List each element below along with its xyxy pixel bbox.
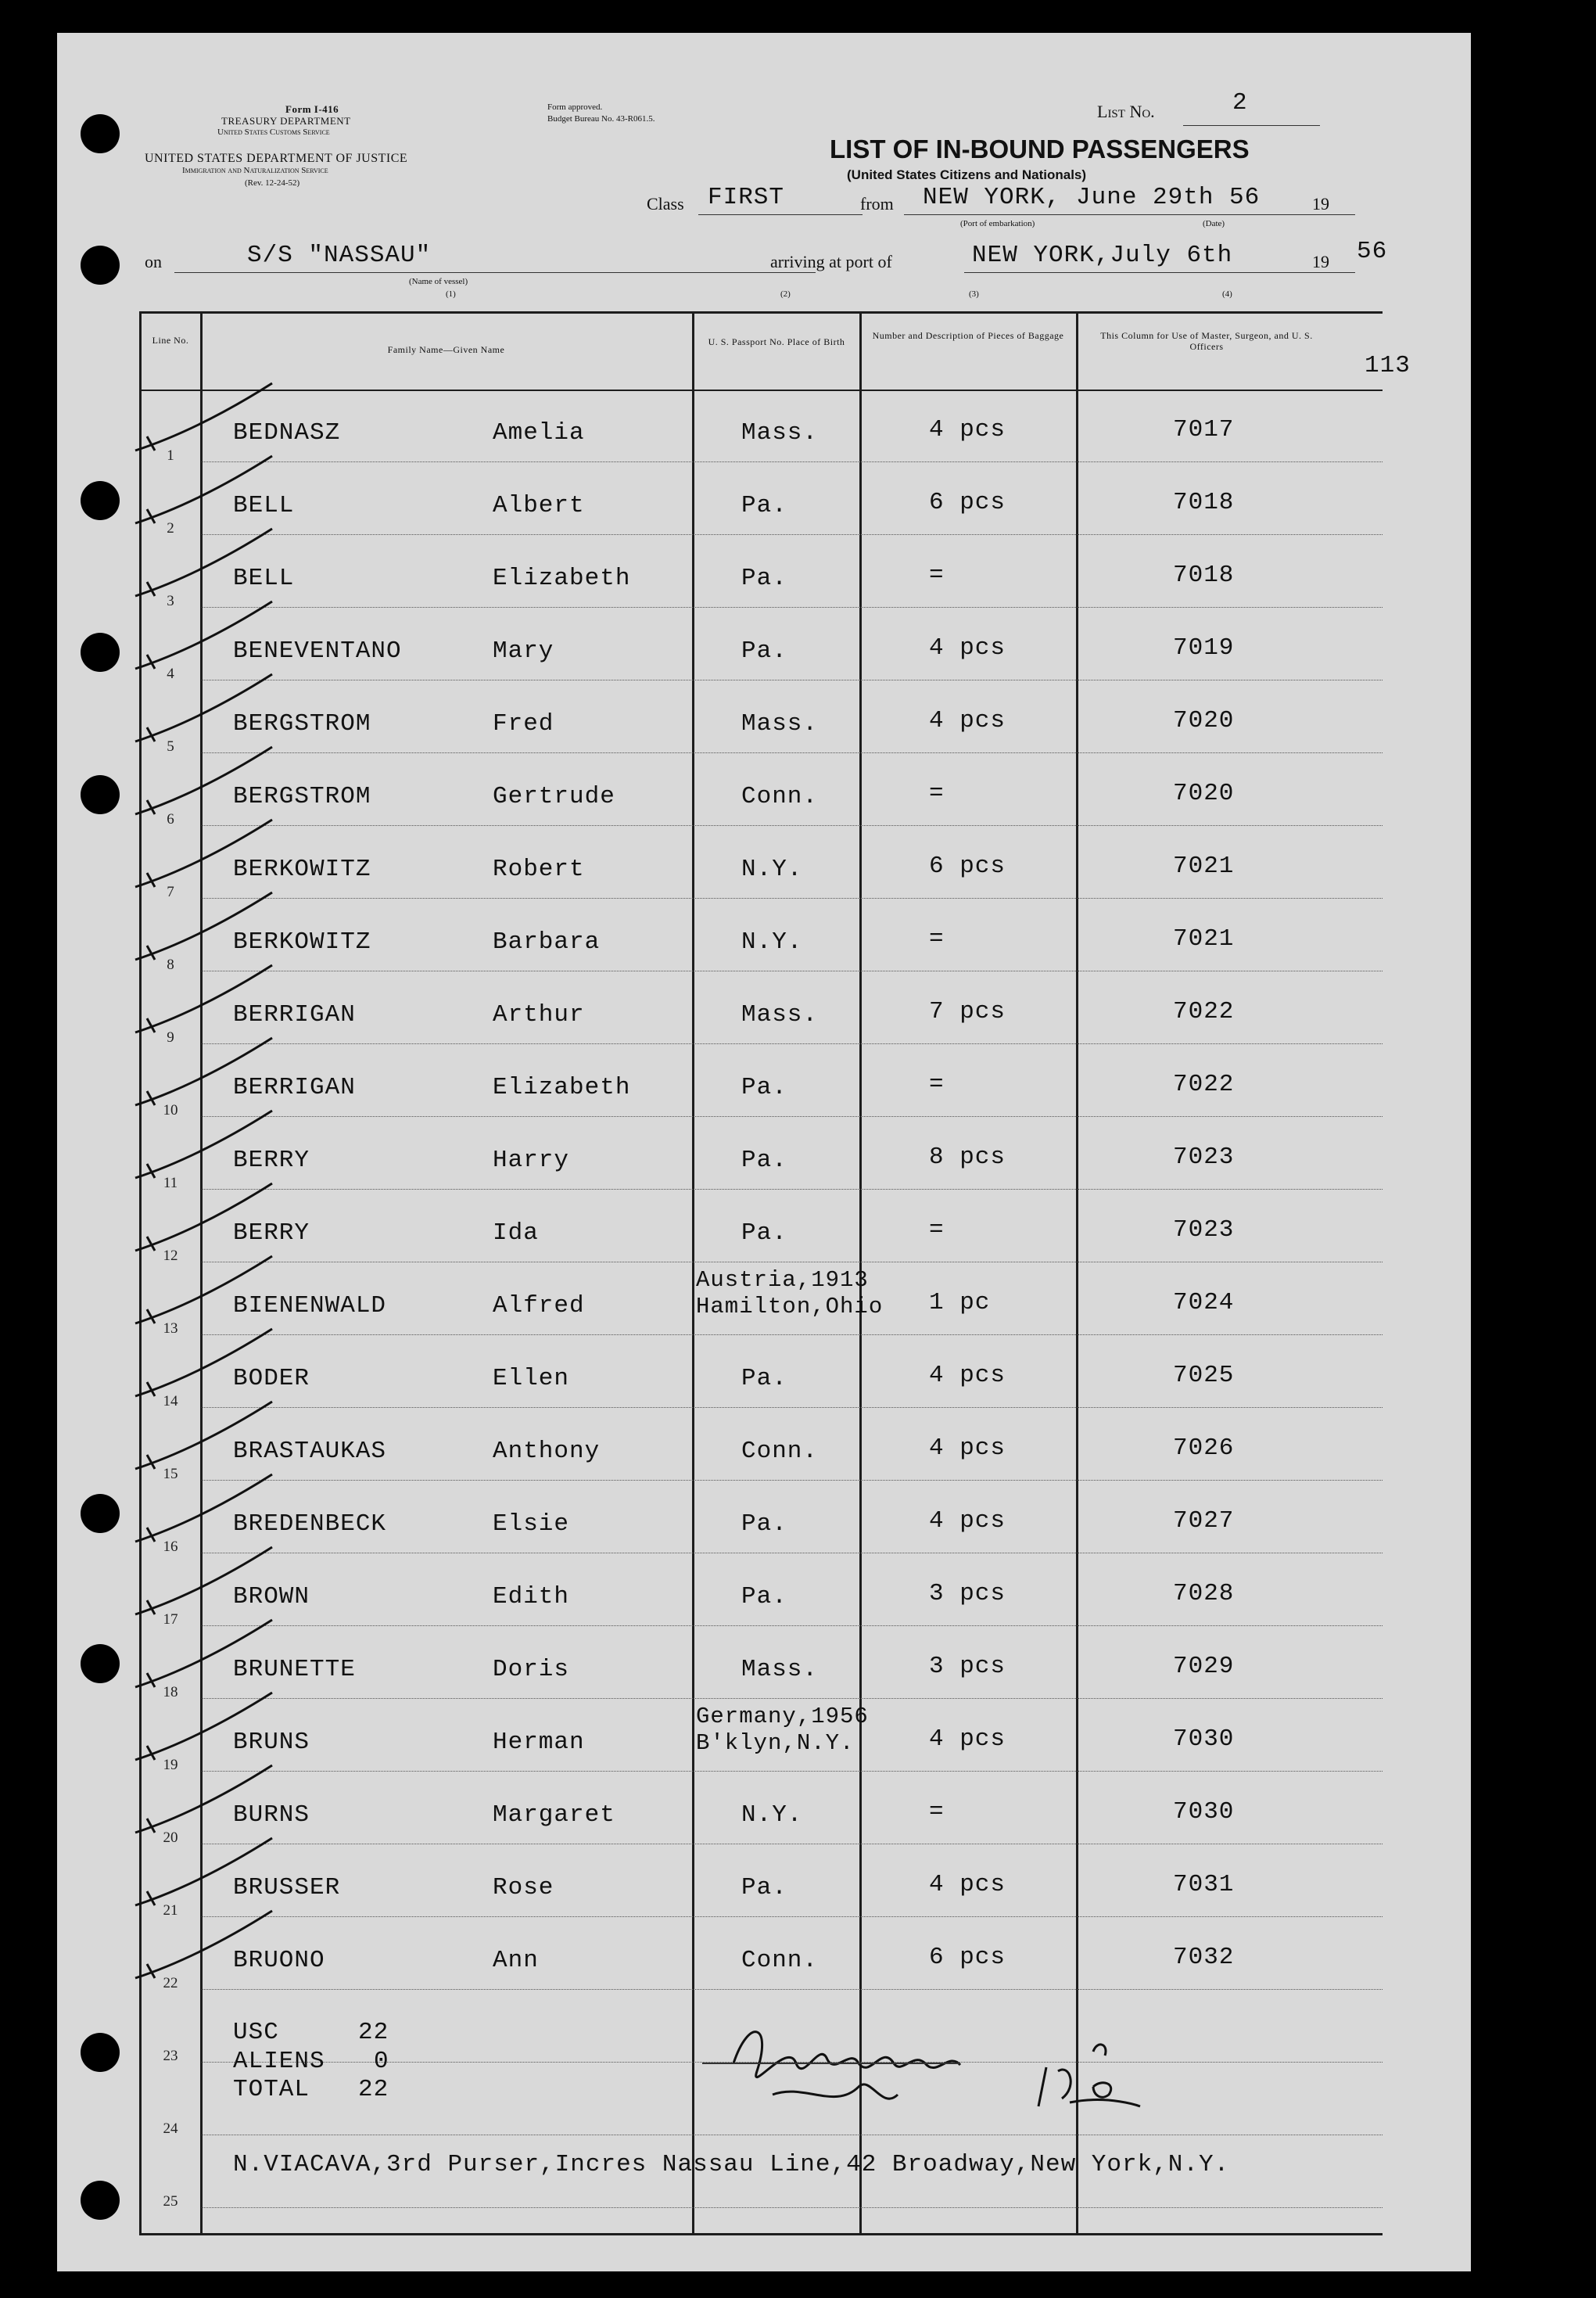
table-row bbox=[139, 608, 1383, 680]
officer-code: 7028 bbox=[1173, 1580, 1235, 1607]
port-embarkation-caption: (Port of embarkation) bbox=[960, 219, 1035, 228]
family-name: BRUNETTE bbox=[233, 1656, 356, 1683]
table-row bbox=[139, 1699, 1383, 1772]
table-row bbox=[139, 899, 1383, 971]
family-name: BERRIGAN bbox=[233, 1074, 356, 1101]
officer-code: 7032 bbox=[1173, 1944, 1235, 1971]
list-no-label: List No. bbox=[1097, 102, 1155, 121]
budget-bureau: Budget Bureau No. 43-R061.5. bbox=[547, 114, 655, 124]
place-of-birth: N.Y. bbox=[741, 1801, 803, 1829]
officer-code: 7022 bbox=[1173, 1071, 1235, 1098]
family-name: BRUONO bbox=[233, 1947, 325, 1974]
table-row bbox=[139, 1335, 1383, 1408]
table-row bbox=[139, 1481, 1383, 1553]
place-of-birth: Conn. bbox=[741, 783, 819, 810]
list-no-value: 2 bbox=[1232, 89, 1248, 117]
ins-label: Immigration and Naturalization Service bbox=[182, 166, 328, 175]
table-row bbox=[139, 1626, 1383, 1699]
officer-code: 7030 bbox=[1173, 1725, 1235, 1753]
family-name: BODER bbox=[233, 1365, 310, 1392]
header-baggage: Number and Description of Pieces of Baggage bbox=[872, 330, 1064, 341]
baggage: 4 pcs bbox=[929, 1507, 1006, 1535]
baggage: 8 pcs bbox=[929, 1144, 1006, 1171]
place-of-birth: Mass. bbox=[741, 1656, 819, 1683]
baggage: = bbox=[929, 925, 945, 953]
baggage: 1 pc bbox=[929, 1289, 991, 1316]
place-of-birth: Austria,1913 bbox=[696, 1267, 869, 1293]
line-number: 22 bbox=[163, 1975, 178, 1991]
place-of-birth: Pa. bbox=[741, 1074, 787, 1101]
table-row bbox=[139, 680, 1383, 753]
checkmark-icon bbox=[131, 964, 280, 1042]
given-name: Harry bbox=[493, 1147, 570, 1174]
baggage: 4 pcs bbox=[929, 1362, 1006, 1389]
given-name: Anthony bbox=[493, 1438, 601, 1465]
family-name: BRUNS bbox=[233, 1729, 310, 1756]
family-name: BROWN bbox=[233, 1583, 310, 1610]
given-name: Arthur bbox=[493, 1001, 585, 1029]
header-line-no: Line No. bbox=[152, 335, 189, 346]
officer-code: 7031 bbox=[1173, 1871, 1235, 1898]
baggage: 4 pcs bbox=[929, 634, 1006, 662]
usc-count: 22 bbox=[358, 2019, 389, 2046]
checkmark-icon bbox=[131, 745, 280, 824]
baggage: = bbox=[929, 1071, 945, 1098]
place-of-birth: Mass. bbox=[741, 710, 819, 738]
family-name: BERKOWITZ bbox=[233, 856, 371, 883]
given-name: Edith bbox=[493, 1583, 570, 1610]
line-number: 13 bbox=[163, 1320, 178, 1337]
table-row bbox=[139, 971, 1383, 1044]
aliens-count: 0 bbox=[374, 2048, 389, 2075]
officer-code: 7021 bbox=[1173, 853, 1235, 880]
header-officers: This Column for Use of Master, Surgeon, and U. S. Officers bbox=[1100, 330, 1313, 352]
usc-label: USC bbox=[233, 2019, 279, 2046]
checkmark-icon bbox=[131, 1327, 280, 1406]
baggage: 3 pcs bbox=[929, 1653, 1006, 1680]
officer-code: 7023 bbox=[1173, 1144, 1235, 1171]
binder-hole bbox=[81, 2033, 120, 2072]
checkmark-icon bbox=[131, 1109, 280, 1187]
treasury-label: TREASURY DEPARTMENT bbox=[221, 115, 351, 127]
checkmark-icon bbox=[131, 1837, 280, 1915]
year-prefix: 19 bbox=[1312, 194, 1329, 214]
officer-code: 7020 bbox=[1173, 780, 1235, 807]
checkmark-icon bbox=[131, 1182, 280, 1260]
baggage: 4 pcs bbox=[929, 1725, 1006, 1753]
officer-signature bbox=[702, 2009, 1210, 2126]
family-name: BERRIGAN bbox=[233, 1001, 356, 1029]
baggage: 4 pcs bbox=[929, 1871, 1006, 1898]
line-number: 10 bbox=[163, 1102, 178, 1118]
family-name: BERRY bbox=[233, 1219, 310, 1247]
col4-no: (4) bbox=[1222, 289, 1232, 299]
officer-code: 7020 bbox=[1173, 707, 1235, 734]
arrival-value: NEW YORK,July 6th bbox=[972, 242, 1233, 269]
class-value: FIRST bbox=[708, 184, 785, 211]
binder-hole bbox=[81, 2181, 120, 2220]
col3-no: (3) bbox=[969, 289, 979, 299]
family-name: BERRY bbox=[233, 1147, 310, 1174]
revision-label: (Rev. 12-24-52) bbox=[245, 178, 300, 188]
passenger-table bbox=[139, 311, 1383, 2235]
line-number: 9 bbox=[167, 1029, 174, 1046]
year-prefix: 19 bbox=[1312, 252, 1329, 271]
baggage: 6 pcs bbox=[929, 853, 1006, 880]
place-of-birth: Mass. bbox=[741, 1001, 819, 1029]
table-row bbox=[139, 1917, 1383, 1990]
binder-hole bbox=[81, 1494, 120, 1533]
arriving-label: arriving at port of bbox=[770, 252, 892, 271]
line-number: 3 bbox=[167, 593, 174, 609]
place-of-birth: Pa. bbox=[741, 1219, 787, 1247]
checkmark-icon bbox=[131, 818, 280, 896]
place-of-birth: Pa. bbox=[741, 492, 787, 519]
family-name: BRASTAUKAS bbox=[233, 1438, 387, 1465]
place-of-birth-city: B'klyn,N.Y. bbox=[696, 1730, 855, 1756]
baggage: 3 pcs bbox=[929, 1580, 1006, 1607]
place-of-birth: Pa. bbox=[741, 637, 787, 665]
checkmark-icon bbox=[131, 1764, 280, 1842]
line-number: 16 bbox=[163, 1539, 178, 1555]
table-row bbox=[139, 535, 1383, 608]
officer-code: 7029 bbox=[1173, 1653, 1235, 1680]
given-name: Ellen bbox=[493, 1365, 570, 1392]
place-of-birth: Conn. bbox=[741, 1947, 819, 1974]
line-number: 14 bbox=[163, 1393, 178, 1409]
family-name: BENEVENTANO bbox=[233, 637, 402, 665]
checkmark-icon bbox=[131, 673, 280, 751]
officer-code: 7018 bbox=[1173, 489, 1235, 516]
given-name: Doris bbox=[493, 1656, 570, 1683]
given-name: Alfred bbox=[493, 1292, 585, 1320]
line-number: 5 bbox=[167, 738, 174, 755]
line-number: 8 bbox=[167, 957, 174, 973]
officer-code: 7021 bbox=[1173, 925, 1235, 953]
officer-code: 7025 bbox=[1173, 1362, 1235, 1389]
line-number: 20 bbox=[163, 1829, 178, 1846]
officer-code: 7022 bbox=[1173, 998, 1235, 1025]
given-name: Albert bbox=[493, 492, 585, 519]
binder-hole bbox=[81, 114, 120, 153]
table-row bbox=[139, 753, 1383, 826]
purser-line: N.VIACAVA,3rd Purser,Incres Nassau Line,42 Broadway,New York,N.Y. bbox=[233, 2151, 1230, 2178]
baggage: = bbox=[929, 562, 945, 589]
line-number: 11 bbox=[163, 1175, 178, 1191]
checkmark-icon bbox=[131, 891, 280, 969]
place-of-birth: Mass. bbox=[741, 419, 819, 447]
binder-hole bbox=[81, 246, 120, 285]
place-of-birth: Pa. bbox=[741, 1510, 787, 1538]
officer-code: 7017 bbox=[1173, 416, 1235, 443]
place-of-birth: Conn. bbox=[741, 1438, 819, 1465]
family-name: BERGSTROM bbox=[233, 783, 371, 810]
checkmark-icon bbox=[131, 1473, 280, 1551]
date-caption: (Date) bbox=[1203, 219, 1225, 228]
checkmark-icon bbox=[131, 1909, 280, 1987]
officer-code: 7023 bbox=[1173, 1216, 1235, 1244]
document-title: LIST OF IN-BOUND PASSENGERS bbox=[830, 135, 1250, 163]
line-number: 21 bbox=[163, 1902, 178, 1919]
on-label: on bbox=[145, 252, 162, 271]
line-number: 1 bbox=[167, 447, 174, 464]
given-name: Ida bbox=[493, 1219, 539, 1247]
checkmark-icon bbox=[131, 600, 280, 678]
baggage: 4 pcs bbox=[929, 416, 1006, 443]
family-name: BREDENBECK bbox=[233, 1510, 387, 1538]
line-number: 2 bbox=[167, 520, 174, 537]
checkmark-icon bbox=[131, 382, 280, 460]
place-of-birth: Pa. bbox=[741, 1365, 787, 1392]
given-name: Robert bbox=[493, 856, 585, 883]
family-name: BEDNASZ bbox=[233, 419, 341, 447]
binder-hole bbox=[81, 1644, 120, 1683]
table-row bbox=[139, 1262, 1383, 1335]
aliens-label: ALIENS bbox=[233, 2048, 325, 2075]
officer-code: 7019 bbox=[1173, 634, 1235, 662]
table-row bbox=[139, 1772, 1383, 1844]
vessel-col-no: (1) bbox=[446, 289, 456, 299]
family-name: BRUSSER bbox=[233, 1874, 341, 1901]
baggage: 4 pcs bbox=[929, 707, 1006, 734]
table-row bbox=[139, 1844, 1383, 1917]
given-name: Rose bbox=[493, 1874, 554, 1901]
given-name: Gertrude bbox=[493, 783, 615, 810]
given-name: Margaret bbox=[493, 1801, 615, 1829]
line-number: 15 bbox=[163, 1466, 178, 1482]
officer-code: 7026 bbox=[1173, 1434, 1235, 1462]
given-name: Fred bbox=[493, 710, 554, 738]
baggage: = bbox=[929, 1216, 945, 1244]
family-name: BERKOWITZ bbox=[233, 928, 371, 956]
form-approved: Form approved. bbox=[547, 102, 603, 112]
vessel-name: S/S "NASSAU" bbox=[247, 242, 432, 269]
justice-label: UNITED STATES DEPARTMENT OF JUSTICE bbox=[145, 152, 408, 165]
header-name: Family Name—Given Name bbox=[387, 344, 505, 355]
table-row bbox=[139, 462, 1383, 535]
family-name: BIENENWALD bbox=[233, 1292, 387, 1320]
place-of-birth: Pa. bbox=[741, 1874, 787, 1901]
family-name: BERGSTROM bbox=[233, 710, 371, 738]
class-label: Class bbox=[647, 194, 684, 214]
table-row bbox=[139, 390, 1383, 462]
officer-code: 7027 bbox=[1173, 1507, 1235, 1535]
place-of-birth: N.Y. bbox=[741, 928, 803, 956]
checkmark-icon bbox=[131, 1255, 280, 1333]
line-number: 23 bbox=[163, 2048, 178, 2064]
binder-hole bbox=[81, 481, 120, 520]
family-name: BURNS bbox=[233, 1801, 310, 1829]
given-name: Herman bbox=[493, 1729, 585, 1756]
baggage: 6 pcs bbox=[929, 489, 1006, 516]
family-name: BELL bbox=[233, 565, 295, 592]
line-number: 18 bbox=[163, 1684, 178, 1700]
line-number: 6 bbox=[167, 811, 174, 828]
total-count: 22 bbox=[358, 2076, 389, 2103]
table-row bbox=[139, 1044, 1383, 1117]
place-of-birth-city: Hamilton,Ohio bbox=[696, 1294, 884, 1320]
checkmark-icon bbox=[131, 1400, 280, 1478]
given-name: Ann bbox=[493, 1947, 539, 1974]
checkmark-icon bbox=[131, 527, 280, 605]
line-number: 12 bbox=[163, 1248, 178, 1264]
table-row bbox=[139, 1190, 1383, 1262]
binder-hole bbox=[81, 633, 120, 672]
place-of-birth: Pa. bbox=[741, 1583, 787, 1610]
document-subtitle: (United States Citizens and Nationals) bbox=[847, 167, 1087, 182]
baggage: = bbox=[929, 780, 945, 807]
officer-code: 7018 bbox=[1173, 562, 1235, 589]
given-name: Elizabeth bbox=[493, 565, 631, 592]
given-name: Barbara bbox=[493, 928, 601, 956]
line-number: 19 bbox=[163, 1757, 178, 1773]
given-name: Amelia bbox=[493, 419, 585, 447]
checkmark-icon bbox=[131, 1036, 280, 1115]
given-name: Elizabeth bbox=[493, 1074, 631, 1101]
embarkation-value: NEW YORK, June 29th 56 bbox=[923, 184, 1261, 211]
officer-code: 7024 bbox=[1173, 1289, 1235, 1316]
baggage: 7 pcs bbox=[929, 998, 1006, 1025]
line-number: 4 bbox=[167, 666, 174, 682]
from-label: from bbox=[860, 194, 894, 214]
binder-hole bbox=[81, 775, 120, 814]
line-number: 24 bbox=[163, 2120, 178, 2137]
total-label: TOTAL bbox=[233, 2076, 310, 2103]
table-row bbox=[139, 1117, 1383, 1190]
checkmark-icon bbox=[131, 454, 280, 533]
table-row bbox=[139, 1553, 1383, 1626]
line-number: 17 bbox=[163, 1611, 178, 1628]
baggage: 4 pcs bbox=[929, 1434, 1006, 1462]
header-passport: U. S. Passport No. Place of Birth bbox=[708, 336, 845, 347]
place-of-birth: Pa. bbox=[741, 1147, 787, 1174]
table-row bbox=[139, 826, 1383, 899]
checkmark-icon bbox=[131, 1691, 280, 1769]
line-number: 25 bbox=[163, 2193, 178, 2210]
family-name: BELL bbox=[233, 492, 295, 519]
page-number: 113 bbox=[1365, 352, 1411, 379]
given-name: Elsie bbox=[493, 1510, 570, 1538]
given-name: Mary bbox=[493, 637, 554, 665]
table-row bbox=[139, 1408, 1383, 1481]
customs-label: United States Customs Service bbox=[217, 127, 330, 137]
officer-code: 7030 bbox=[1173, 1798, 1235, 1826]
place-of-birth: N.Y. bbox=[741, 856, 803, 883]
line-number: 7 bbox=[167, 884, 174, 900]
checkmark-icon bbox=[131, 1618, 280, 1697]
place-of-birth: Germany,1956 bbox=[696, 1704, 869, 1729]
baggage: = bbox=[929, 1798, 945, 1826]
form-number: Form I-416 bbox=[285, 103, 339, 115]
vessel-caption: (Name of vessel) bbox=[409, 277, 468, 286]
arrival-year: 56 bbox=[1357, 238, 1388, 265]
col2-no: (2) bbox=[780, 289, 791, 299]
checkmark-icon bbox=[131, 1546, 280, 1624]
baggage: 6 pcs bbox=[929, 1944, 1006, 1971]
place-of-birth: Pa. bbox=[741, 565, 787, 592]
